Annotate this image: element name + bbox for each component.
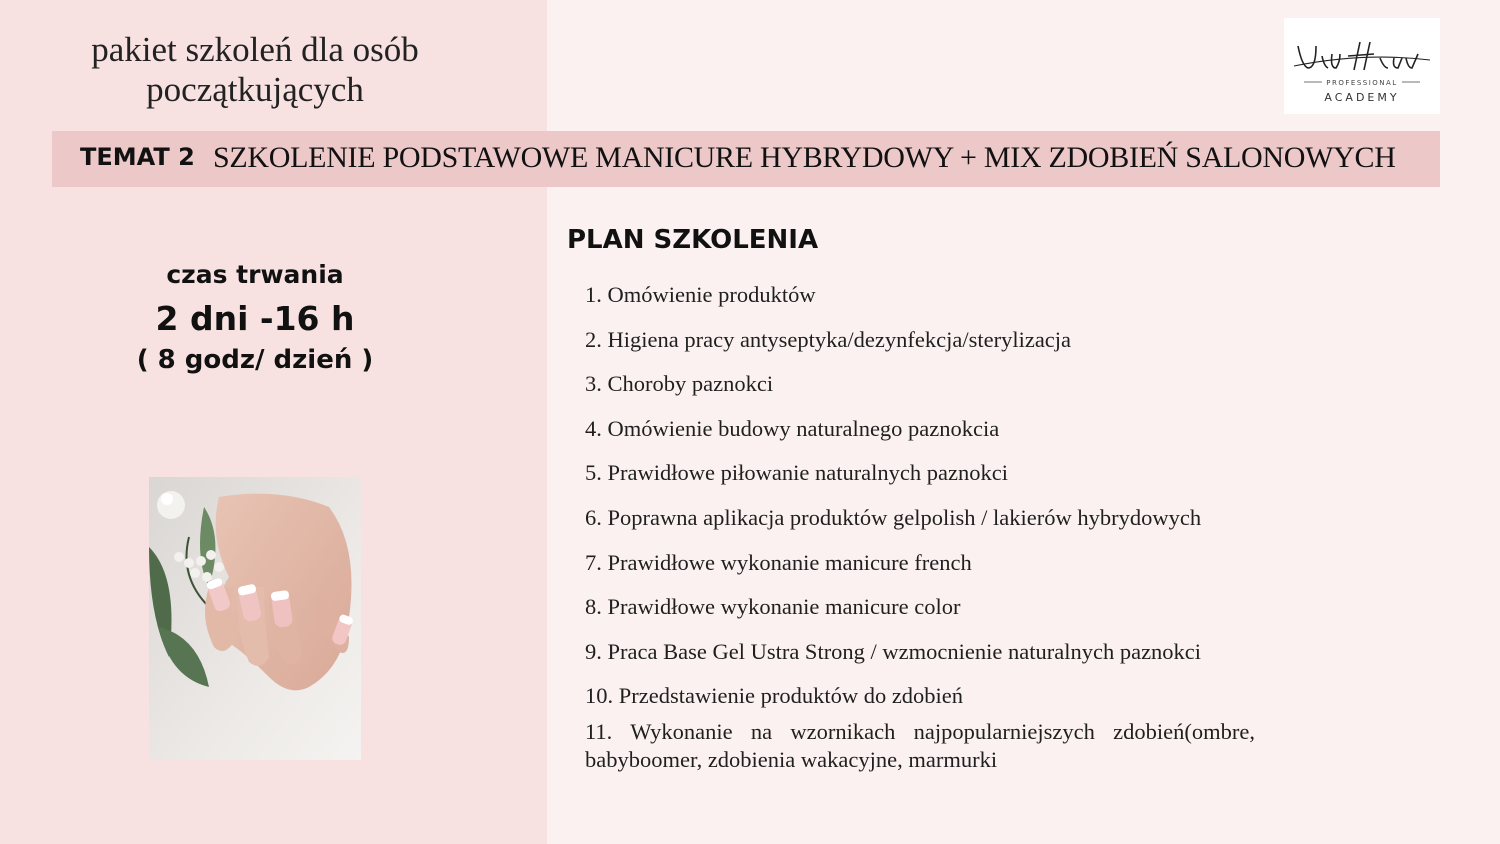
plan-item: 5. Prawidłowe piłowanie naturalnych paznokci	[585, 460, 1008, 486]
page-subtitle: pakiet szkoleń dla osób początkujących	[91, 30, 419, 109]
academy-logo	[1284, 18, 1440, 114]
plan-item: 7. Prawidłowe wykonanie manicure french	[585, 549, 972, 575]
plan-item: 2. Higiena pracy antyseptyka/dezynfekcja/sterylizacja	[585, 326, 1072, 352]
duration-detail: ( 8 godz/ dzień )	[136, 345, 374, 375]
duration-label: czas trwania	[166, 260, 344, 289]
plan-item: 8. Prawidłowe wykonanie manicure color	[585, 594, 961, 620]
topic-label: TEMAT 2	[80, 143, 195, 171]
plan-item: 4. Omówienie budowy naturalnego paznokcia	[585, 415, 1000, 441]
plan-item: 3. Choroby paznokci	[585, 371, 774, 397]
logo-academy-text: ACADEMY	[1324, 91, 1400, 104]
logo-professional-text: PROFESSIONAL	[1326, 79, 1398, 87]
manicure-photo	[149, 477, 361, 760]
plan-item: 9. Praca Base Gel Ustra Strong / wzmocnienie naturalnych paznokci	[585, 638, 1202, 664]
plan-heading: PLAN SZKOLENIA	[567, 225, 819, 255]
plan-item: 11. Wykonanie na wzornikach najpopularniejszych zdobień(ombre, babyboomer, zdobienia wakacyjne, marmurki	[585, 719, 1255, 773]
plan-item: 1. Omówienie produktów	[585, 282, 816, 307]
duration-value: 2 dni -16 h	[155, 299, 355, 338]
duration-block	[60, 258, 450, 378]
topic-title: SZKOLENIE PODSTAWOWE MANICURE HYBRYDOWY + MIX ZDOBIEŃ SALONOWYCH	[213, 141, 1396, 174]
topic-bar	[52, 131, 1440, 187]
plan-item: 6. Poprawna aplikacja produktów gelpolish / lakierów hybrydowych	[585, 504, 1202, 530]
plan-list	[585, 280, 1255, 774]
plan-item: 10. Przedstawienie produktów do zdobień	[585, 683, 964, 709]
